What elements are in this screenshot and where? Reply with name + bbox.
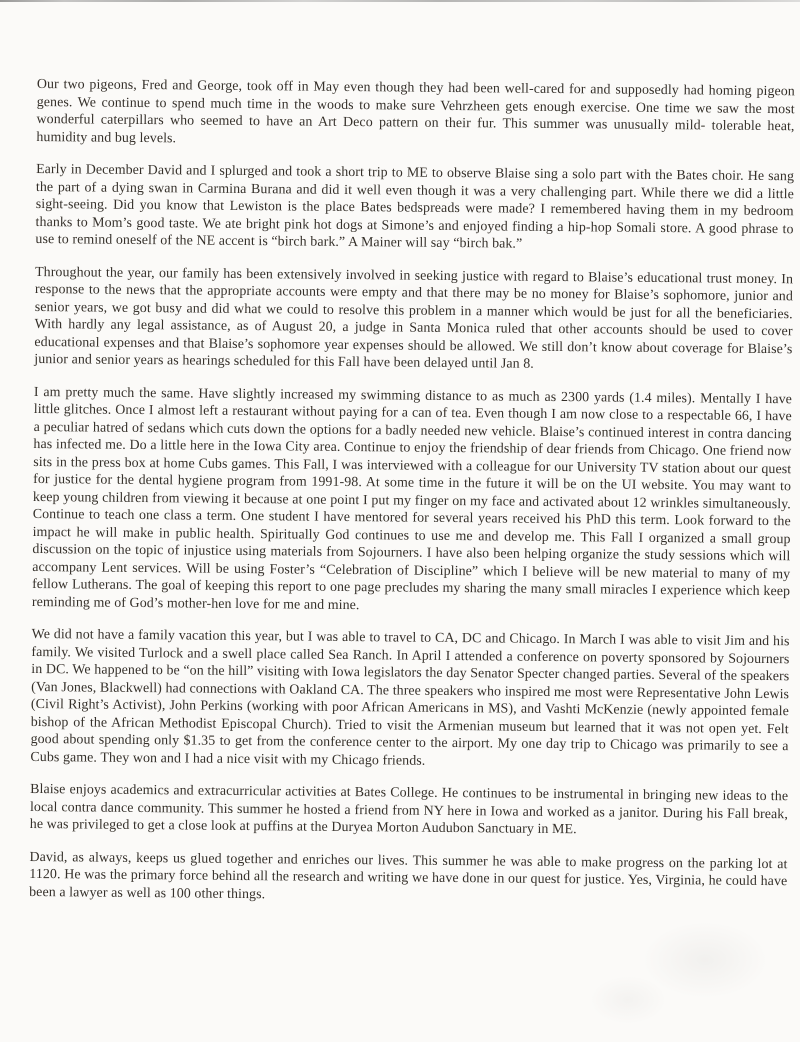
letter-paragraph-pigeons: Our two pigeons, Fred and George, took off in May even though they had been well-cared for and supposedly had homing pigeon genes. We continue to spend much time in the woods to make sure Vehrzheen gets enough exercise. One time we saw the most wonderful caterpillars who seemed to have an Art Deco pattern on their fur. This summer was unusually mild- tolerable heat, humidity and bug levels. [36,76,795,146]
letter-paragraph-personal-update: I am pretty much the same. Have slightly increased my swimming distance to as much as 2300 yards (1.4 miles). Mentally I have little glitches. Once I almost left a restaurant without paying for a can of tea. Even though I am now close to a respectable 66, I have a peculiar hatred of sedans which cuts down the options for a badly needed new vehicle. Blaise’s continued interest in contra dancing has infected me. Do a little here in the Iowa City area. Continue to enjoy the friendship of dear friends from Chicago. One friend now sits in the press box at home Cubs games. This Fall, I was interviewed with a colleague for our University TV station about our quest for justice for the dental hygiene program from 1991-98. At some time in the future it will be on the UI website. You may want to keep young children from viewing it because at one point I put my finger on my face and activated about 12 wrinkles simultaneously. Continue to teach one class a term. One student I have mentored for several years received his PhD this term. Look forward to the impact he will make in public health. Spiritually God continues to use me and develop me. This Fall I organized a small group discussion on the topic of injustice using materials from Sojourners. I have also been helping organize the study sessions which will accompany Lent services. Will be using Foster’s “Celebration of Discipline” which I believe will be new material to many of my fellow Lutherans. The goal of keeping this report to one page precludes my sharing the many small miracles I experience which keep reminding me of God’s mother-hen love for me and mine. [31,384,793,613]
letter-paragraph-blaise: Blaise enjoys academics and extracurricular activities at Bates College. He continues to be instrumental in bringing new ideas to the local contra dance community. This summer he hosted a friend from NY here in Iowa and worked as a janitor. During his Fall break, he was privileged to get a close look at puffins at the Duryea Morton Audubon Sanctuary in ME. [29,781,789,838]
letter-paragraph-david: David, as always, keeps us glued together and enriches our lives. This summer he was able to make progress on the parking lot at 1120. He was the primary force behind all the research and writing we have done in our quest for justice. Yes, Virginia, he could have been a lawyer as well as 100 other things. [29,849,788,902]
scan-top-edge-artifact [0,0,800,2]
letter-paragraph-maine-trip: Early in December David and I splurged and took a short trip to ME to observe Blaise sing a solo part with the Bates choir. He sang the part of a dying swan in Carmina Burana and did it well even though it was a very challenging part. While there we did a little sight-seeing. Did you know that Lewiston is the place Bates bedspreads were made? I remembered having them in my bedroom thanks to Mom’s good taste. We ate bright pink hot dogs at Simone’s and enjoyed finding a hip-hop Somali store. A good phrase to use to remind oneself of the NE accent is “birch bark.” A Mainer will say “birch bak.” [35,161,795,252]
letter-paragraph-trust-justice: Throughout the year, our family has been extensively involved in seeking justice with regard to Blaise’s educational trust money. In response to the news that the appropriate accounts were empty and that there may be no money for Blaise’s sophomore, junior and senior years, we got busy and did what we could to resolve this problem in a manner which would be just for all the beneficiaries. With hardly any legal assistance, as of August 20, a judge in Santa Monica ruled that other accounts should be used to cover educational expenses and that Blaise’s sophomore year expenses should be allowed. We still don’t know about coverage for Blaise’s junior and senior years as hearings scheduled for this Fall have been delayed until Jan 8. [34,264,794,372]
letter-body [29,76,795,923]
letter-paragraph-travels: We did not have a family vacation this year, but I was able to travel to CA, DC and Chicago. In March I was able to visit Jim and his family. We visited Turlock and a swell place called Sea Ranch. In April I attended a conference on poverty sponsored by Sojourners in DC. We happened to be “on the hill” visiting with Iowa legislators the day Senator Specter changed parties. Several of the speakers (Van Jones, Blackwell) had connections with Oakland CA. The three speakers who inspired me most were Representative John Lewis (Civil Right’s Activist), John Perkins (working with poor African Americans in MS), and Vashti McKenzie (newly appointed female bishop of the African Methodist Episcopal Church). Tried to visit the Armenian museum but learned that it was not open yet. Felt good about spending only $1.35 to get from the conference center to the airport. My one day trip to Chicago was primarily to see a Cubs game. They won and I had a nice visit with my Chicago friends. [30,626,790,769]
